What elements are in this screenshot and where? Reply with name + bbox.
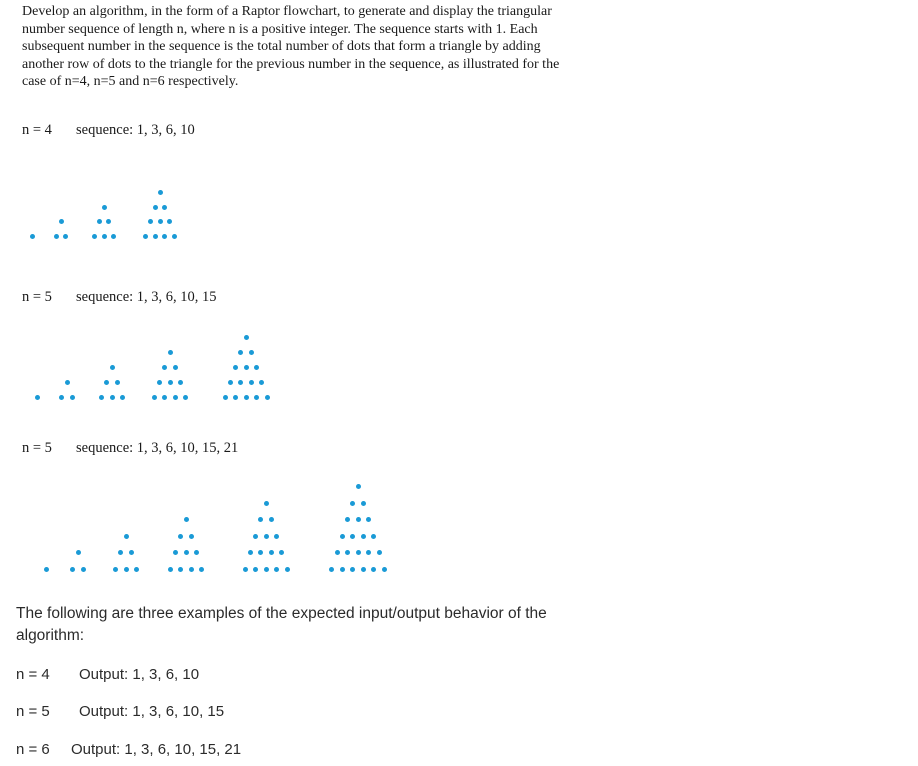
- intro-line: case of n=4, n=5 and n=6 respectively.: [22, 74, 239, 90]
- dot: [345, 517, 350, 522]
- dot: [264, 501, 269, 506]
- sequence-label: sequence: 1, 3, 6, 10, 15: [76, 289, 217, 305]
- dot: [243, 567, 248, 572]
- dot: [189, 567, 194, 572]
- dot: [350, 534, 355, 539]
- dot: [340, 534, 345, 539]
- dot: [168, 380, 173, 385]
- dot: [264, 567, 269, 572]
- dot: [244, 335, 249, 340]
- dot: [70, 567, 75, 572]
- dot: [162, 205, 167, 210]
- example-n: n = 4: [16, 666, 50, 683]
- dot: [199, 567, 204, 572]
- dot: [173, 365, 178, 370]
- dot: [184, 517, 189, 522]
- dot: [259, 380, 264, 385]
- dot: [269, 517, 274, 522]
- dot: [258, 550, 263, 555]
- examples-intro: The following are three examples of the expected input/output behavior of the algorithm:: [16, 605, 547, 644]
- dot: [172, 234, 177, 239]
- dot: [238, 380, 243, 385]
- sequence-label: sequence: 1, 3, 6, 10, 15, 21: [76, 440, 239, 456]
- dot: [173, 550, 178, 555]
- dot: [158, 190, 163, 195]
- dot: [279, 550, 284, 555]
- dot: [254, 365, 259, 370]
- dot: [110, 365, 115, 370]
- dot: [285, 567, 290, 572]
- n-value-label: n = 5: [22, 289, 52, 305]
- dot: [345, 550, 350, 555]
- dot: [228, 380, 233, 385]
- dot: [223, 395, 228, 400]
- dot: [361, 534, 366, 539]
- dot: [274, 534, 279, 539]
- dot: [162, 365, 167, 370]
- n-value-label: n = 4: [22, 122, 52, 138]
- example-n: n = 6: [16, 741, 50, 758]
- dot: [377, 550, 382, 555]
- dot: [173, 395, 178, 400]
- dot: [118, 550, 123, 555]
- dot: [30, 234, 35, 239]
- dot: [264, 534, 269, 539]
- dot: [335, 550, 340, 555]
- dot: [124, 534, 129, 539]
- n-value-label: n = 5: [22, 440, 52, 456]
- dot: [44, 567, 49, 572]
- example-row: [16, 741, 241, 758]
- dot: [356, 550, 361, 555]
- dot: [110, 395, 115, 400]
- intro-line: number sequence of length n, where n is a positive integer. The sequence starts with 1. Each: [22, 21, 538, 37]
- problem-statement: [22, 3, 592, 91]
- dot: [168, 350, 173, 355]
- example-row: [16, 666, 199, 683]
- dot: [158, 219, 163, 224]
- dot: [361, 567, 366, 572]
- illustration-3-label: [22, 440, 238, 457]
- dot: [350, 501, 355, 506]
- dot: [366, 517, 371, 522]
- dot: [102, 205, 107, 210]
- example-output: Output: 1, 3, 6, 10, 15, 21: [71, 741, 242, 758]
- dot: [59, 395, 64, 400]
- dot: [111, 234, 116, 239]
- dot: [244, 395, 249, 400]
- dot: [183, 395, 188, 400]
- intro-line: subsequent number in the sequence is the total number of dots that form a triangle by adding: [22, 39, 541, 55]
- dot: [178, 567, 183, 572]
- dot: [153, 205, 158, 210]
- dot: [124, 567, 129, 572]
- dot: [102, 234, 107, 239]
- dot: [233, 365, 238, 370]
- dot: [340, 567, 345, 572]
- dot: [65, 380, 70, 385]
- dot: [253, 534, 258, 539]
- dot: [244, 365, 249, 370]
- dot: [106, 219, 111, 224]
- dot: [189, 534, 194, 539]
- illustration-2-label: [22, 289, 217, 306]
- dot: [356, 484, 361, 489]
- dot: [350, 567, 355, 572]
- dot: [194, 550, 199, 555]
- example-output: Output: 1, 3, 6, 10, 15: [79, 703, 225, 720]
- dot: [253, 567, 258, 572]
- dot: [178, 380, 183, 385]
- dot: [115, 380, 120, 385]
- dot: [248, 550, 253, 555]
- dot: [371, 534, 376, 539]
- dot: [153, 234, 158, 239]
- dot: [148, 219, 153, 224]
- intro-line: Develop an algorithm, in the form of a Raptor flowchart, to generate and display the triangular: [22, 4, 552, 19]
- dot: [168, 567, 173, 572]
- dot: [249, 350, 254, 355]
- dot: [361, 501, 366, 506]
- dot: [70, 395, 75, 400]
- dot: [76, 550, 81, 555]
- dot: [269, 550, 274, 555]
- dot: [97, 219, 102, 224]
- intro-line: another row of dots to the triangle for the previous number in the sequence, as illustrated for the: [22, 56, 560, 72]
- sequence-label: sequence: 1, 3, 6, 10: [76, 122, 195, 138]
- dot: [63, 234, 68, 239]
- dot: [233, 395, 238, 400]
- dot: [167, 219, 172, 224]
- dot: [129, 550, 134, 555]
- dot: [274, 567, 279, 572]
- example-row: [16, 703, 224, 720]
- illustration-1-label: [22, 122, 195, 139]
- dot: [382, 567, 387, 572]
- dot: [92, 234, 97, 239]
- dot: [152, 395, 157, 400]
- dot: [54, 234, 59, 239]
- dot: [371, 567, 376, 572]
- dot: [178, 534, 183, 539]
- dot: [81, 567, 86, 572]
- dot: [162, 234, 167, 239]
- dot: [35, 395, 40, 400]
- dot: [120, 395, 125, 400]
- dot: [329, 567, 334, 572]
- dot: [366, 550, 371, 555]
- dot: [162, 395, 167, 400]
- example-output: Output: 1, 3, 6, 10: [79, 666, 200, 683]
- dot: [113, 567, 118, 572]
- dot: [184, 550, 189, 555]
- dot: [254, 395, 259, 400]
- dot: [99, 395, 104, 400]
- dot: [157, 380, 162, 385]
- example-n: n = 5: [16, 703, 50, 720]
- dot: [238, 350, 243, 355]
- dot: [356, 517, 361, 522]
- dot: [134, 567, 139, 572]
- dot: [265, 395, 270, 400]
- dot: [104, 380, 109, 385]
- dot: [143, 234, 148, 239]
- dot: [59, 219, 64, 224]
- dot: [258, 517, 263, 522]
- dot: [249, 380, 254, 385]
